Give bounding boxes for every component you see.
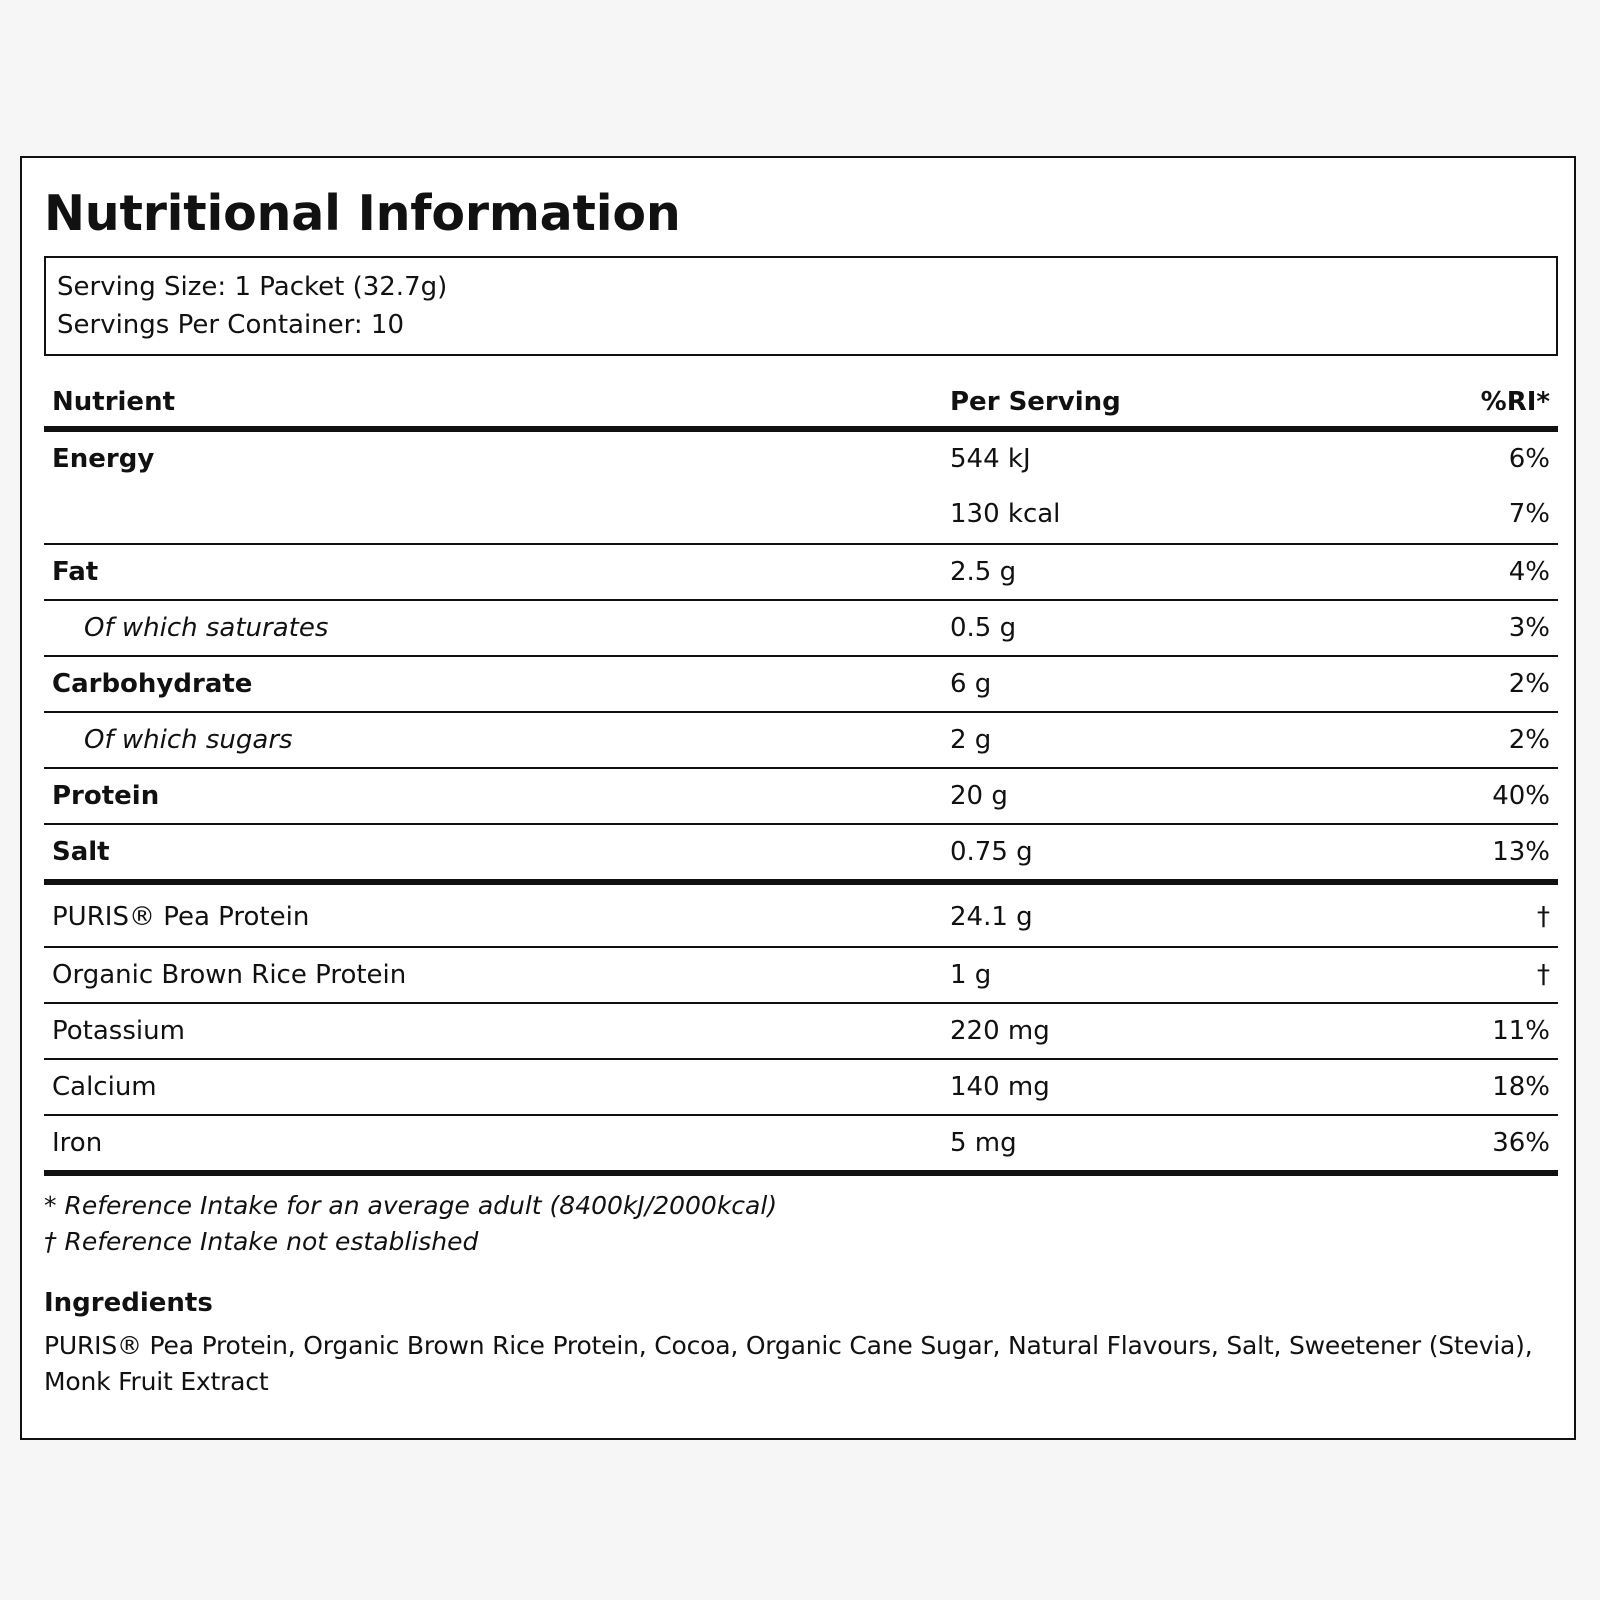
table-row bbox=[44, 1060, 1558, 1116]
nutrient-ri: 13% bbox=[1492, 837, 1550, 867]
header-nutrient: Nutrient bbox=[52, 387, 176, 417]
nutrient-ri: † bbox=[1537, 960, 1550, 990]
nutrient-value: 1 g bbox=[950, 960, 992, 990]
nutrition-table bbox=[44, 370, 1558, 1176]
table-row bbox=[44, 825, 1558, 885]
table-row bbox=[44, 769, 1558, 825]
nutrient-label: Potassium bbox=[52, 1016, 185, 1046]
nutrient-value: 6 g bbox=[950, 669, 992, 699]
nutrient-value: 140 mg bbox=[950, 1072, 1050, 1102]
nutrient-label: Salt bbox=[52, 837, 110, 867]
nutrient-value: 24.1 g bbox=[950, 902, 1033, 932]
table-row bbox=[44, 432, 1558, 545]
table-row bbox=[44, 713, 1558, 769]
nutrient-label: Calcium bbox=[52, 1072, 157, 1102]
table-row bbox=[44, 1004, 1558, 1060]
nutrient-value: 0.75 g bbox=[950, 837, 1033, 867]
ingredients-title: Ingredients bbox=[44, 1288, 213, 1318]
table-row bbox=[44, 948, 1558, 1004]
header-ri: %RI* bbox=[1480, 387, 1550, 417]
nutrient-label: Carbohydrate bbox=[52, 669, 253, 699]
nutrient-ri: 36% bbox=[1492, 1128, 1550, 1158]
nutrient-ri: 4% bbox=[1508, 557, 1550, 587]
table-row bbox=[44, 545, 1558, 601]
nutrient-label: Organic Brown Rice Protein bbox=[52, 960, 407, 990]
footnote-not-established: † Reference Intake not established bbox=[44, 1227, 479, 1256]
ingredients-text: PURIS® Pea Protein, Organic Brown Rice Protein, Cocoa, Organic Cane Sugar, Natural Flavours, Salt, Sweetener (Stevia), Monk Fruit Extract bbox=[44, 1331, 1533, 1396]
nutrient-ri: 2% bbox=[1508, 725, 1550, 755]
nutrient-label: Of which sugars bbox=[84, 725, 293, 755]
nutrient-label: Energy bbox=[52, 444, 155, 474]
nutrient-label: Iron bbox=[52, 1128, 103, 1158]
nutrient-label: PURIS® Pea Protein bbox=[52, 902, 310, 932]
nutrient-value: 0.5 g bbox=[950, 613, 1017, 643]
nutrient-ri: † bbox=[1537, 902, 1550, 932]
header-per-serving: Per Serving bbox=[950, 387, 1121, 417]
nutrient-value: 544 kJ bbox=[950, 444, 1031, 474]
serving-info-box bbox=[44, 256, 1558, 356]
nutrient-value: 130 kcal bbox=[950, 499, 1061, 529]
nutrient-value: 20 g bbox=[950, 781, 1008, 811]
nutrient-label: Protein bbox=[52, 781, 160, 811]
serving-size: Serving Size: 1 Packet (32.7g) bbox=[57, 272, 448, 302]
nutrient-value: 5 mg bbox=[950, 1128, 1017, 1158]
nutrient-value: 2 g bbox=[950, 725, 992, 755]
nutrient-ri: 7% bbox=[1508, 499, 1550, 529]
nutrient-label: Fat bbox=[52, 557, 99, 587]
nutrient-ri: 3% bbox=[1508, 613, 1550, 643]
footnote-ri: * Reference Intake for an average adult (8400kJ/2000kcal) bbox=[44, 1191, 778, 1220]
footnotes bbox=[44, 1188, 1558, 1260]
table-row bbox=[44, 1116, 1558, 1176]
nutrient-value: 220 mg bbox=[950, 1016, 1050, 1046]
nutrient-label: Of which saturates bbox=[84, 613, 329, 643]
nutrient-ri: 6% bbox=[1508, 444, 1550, 474]
servings-per-container: Servings Per Container: 10 bbox=[57, 310, 405, 340]
nutrient-ri: 40% bbox=[1492, 781, 1550, 811]
table-row bbox=[44, 885, 1558, 948]
nutrient-ri: 11% bbox=[1492, 1016, 1550, 1046]
nutrient-ri: 18% bbox=[1492, 1072, 1550, 1102]
page-title: Nutritional Information bbox=[44, 185, 681, 242]
nutrition-panel bbox=[20, 156, 1576, 1440]
table-row bbox=[44, 601, 1558, 657]
nutrient-value: 2.5 g bbox=[950, 557, 1017, 587]
table-row bbox=[44, 657, 1558, 713]
table-header bbox=[44, 370, 1558, 432]
nutrient-ri: 2% bbox=[1508, 669, 1550, 699]
